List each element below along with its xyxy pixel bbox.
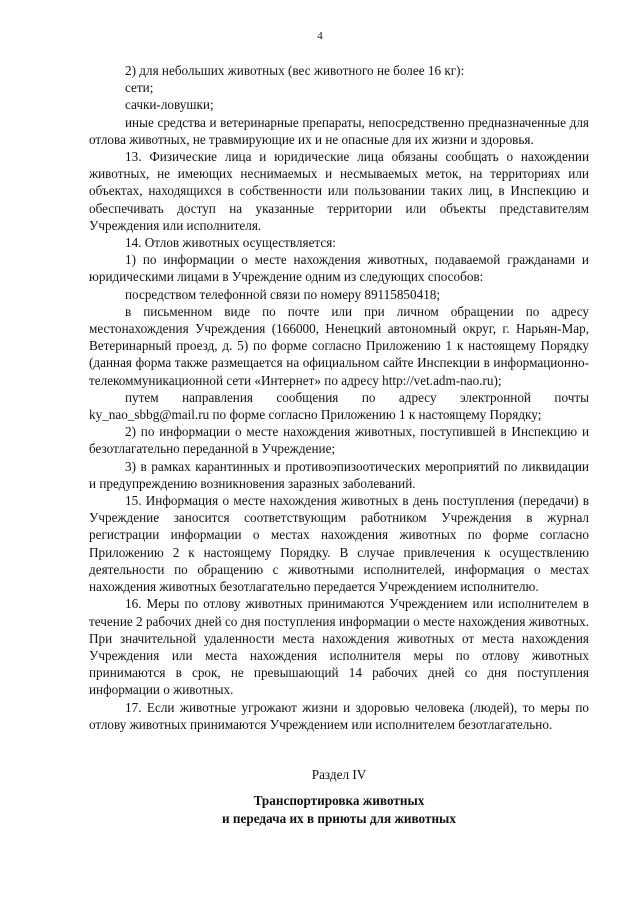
- paragraph-item-2: 2) для небольших животных (вес животного не более 16 кг):: [125, 63, 465, 78]
- paragraph-traps: сачки-ловушки;: [125, 97, 214, 113]
- page-number: 4: [317, 30, 323, 42]
- paragraph-other-means: иные средства и ветеринарные препараты, непосредственно предназначенные для отлова животных, не травмирующие их и не опасные для их жизни и здоровья.: [89, 114, 589, 147]
- paragraph-email: путем направления сообщения по адресу электронной почты ky_nao_sbbg@mail.ru по форме согласно Приложению 1 к настоящему Порядку;: [89, 389, 589, 423]
- paragraph-15: 15. Информация о месте нахождения животных в день поступления (передачи) в Учреждение заносится соответствующим работником Учреждения в журнал регистрации информации о местах нахождения животных по форме согласно Приложению 2 к настоящему Порядку. В случае привлечения к осуществлению деятельности по обращению с животными исполнителей, информация о местах нахождения животных безотлагательно передается Учреждением исполнителю.: [89, 493, 589, 595]
- paragraph-written: в письменном виде по почте или при личном обращении по адресу местонахождения Учреждения (166000, Ненецкий автономный округ, г. Нарьян-Мар, Ветеринарный проезд, д. 5) по форме согласно Приложению 1 к настоящему Порядку (данная форма также размещается на официальном сайте Инспекции в информационно-телекоммуникационной сети «Интернет» по адресу http://vet.adm-nao.ru);: [89, 303, 589, 388]
- paragraph-16: 16. Меры по отлову животных принимаются Учреждением или исполнителем в течение 2 рабочих дней со дня поступления информации о месте нахождения животных. При значительной удаленности места нахождения животных от места нахождения Учреждения или места нахождения исполнителя меры по отлову животных принимаются в срок, не превышающий 14 рабочих дней со дня поступления информации о животных.: [89, 596, 589, 698]
- section-title-line-1: Транспортировка животных: [253, 793, 425, 809]
- section-title-line-2: и передача их в приюты для животных: [222, 810, 456, 826]
- paragraph-phone: посредством телефонной связи по номеру 89115850418;: [125, 286, 441, 302]
- document-body: [89, 62, 589, 733]
- paragraph-17: 17. Если животные угрожают жизни и здоровью человека (людей), то меры по отлову животных принимаются Учреждением или исполнителем безотлагательно.: [89, 699, 589, 732]
- section-label: Раздел IV: [311, 767, 367, 782]
- paragraph-14-1: 1) по информации о месте нахождения животных, подаваемой гражданами и юридическими лицами в Учреждение одним из следующих способов:: [89, 252, 589, 285]
- paragraph-14-3: 3) в рамках карантинных и противоэпизоотических мероприятий по ликвидации и предупреждению возникновения заразных заболеваний.: [89, 458, 589, 491]
- paragraph-14: 14. Отлов животных осуществляется:: [125, 235, 336, 251]
- paragraph-14-2: 2) по информации о месте нахождения животных, поступившей в Инспекцию и безотлагательно переданной в Учреждение;: [89, 424, 589, 457]
- section-heading: [89, 766, 589, 827]
- paragraph-nets: сети;: [125, 80, 154, 96]
- paragraph-13: 13. Физические лица и юридические лица обязаны сообщать о нахождении животных, не имеющих неснимаемых и несмываемых меток, на территориях или объектах, находящихся в собственности или пользовании таких лиц, в Инспекцию и обеспечивать доступ на указанные территории или объекты представителям Учреждения или исполнителя.: [89, 149, 589, 233]
